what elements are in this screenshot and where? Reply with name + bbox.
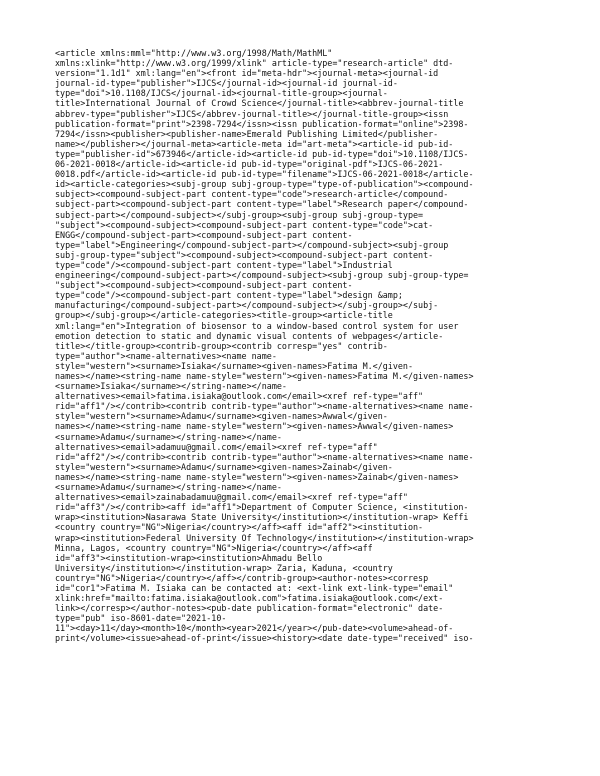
code-line: alternatives><email>zainabadamuu@gmail.com</email><xref ref-type="aff" xyxy=(55,492,408,503)
code-line: names></name><string-name name-style="western"><given-names>Fatima M.</given-names> xyxy=(55,371,474,381)
code-line: rid="aff3"/></contrib><aff id="aff1">Department of Computer Science, <institution- xyxy=(55,502,469,513)
code-line: id><article-categories><subj-group subj-group-type="type-of-publication"><compound- xyxy=(55,179,474,190)
code-line: style="western"><surname>Adamu</surname><given-names>Zainab</given- xyxy=(55,461,393,472)
code-line: 0018.pdf</article-id><article-id pub-id-type="filename">IJCS-06-2021-0018</article- xyxy=(55,169,474,180)
code-line: name></publisher></journal-meta><article-meta id="art-meta"><article-id pub-id- xyxy=(55,138,454,149)
code-line: subject><compound-subject-part content-type="code">research-article</compound- xyxy=(55,189,449,200)
code-line: type="pub" iso-8601-date="2021-10- xyxy=(55,613,227,624)
code-line: group></subj-group></article-categories><title-group><article-title xyxy=(55,310,393,321)
code-line: <surname>Adamu</surname></string-name></name- xyxy=(55,482,282,493)
code-line: <article xmlns:mml="http://www.w3.org/1998/Math/MathML" xyxy=(55,48,333,58)
code-line: style="western"><surname>Isiaka</surname><given-names>Fatima M.</given- xyxy=(55,360,413,371)
code-line: manufacturing</compound-subject-part></compound-subject></subj-group></subj- xyxy=(55,300,439,311)
code-line: link></corresp></author-notes><pub-date publication-format="electronic" date- xyxy=(55,603,444,614)
code-line: title></title-group><contrib-group><contrib corresp="yes" contrib- xyxy=(55,340,388,351)
code-line: alternatives><email>adamuu@gmail.com</email><xref ref-type="aff" xyxy=(55,441,378,452)
code-line: University</institution></institution-wrap> Zaria, Kaduna, <country xyxy=(55,562,393,573)
code-line: <surname>Adamu</surname></string-name></name- xyxy=(55,431,282,442)
code-line: subject-part></compound-subject></subj-group><subj-group subj-group-type= xyxy=(55,209,424,220)
code-line: ENGG</compound-subject-part><compound-subject-part content- xyxy=(55,229,353,240)
code-line: style="western"><surname>Adamu</surname><given-names>Awwal</given- xyxy=(55,411,388,422)
code-line: <surname>Isiaka</surname></string-name></name- xyxy=(55,381,287,392)
code-line: type="label">Engineering</compound-subject-part></compound-subject><subj-group xyxy=(55,239,449,250)
code-line: 7294</issn><publisher><publisher-name>Emerald Publishing Limited</publisher- xyxy=(55,128,439,139)
code-line: type="code"/><compound-subject-part content-type="label">design &amp; xyxy=(55,290,403,301)
code-line: subject-part><compound-subject-part content-type="label">Research paper</compound- xyxy=(55,199,469,210)
code-line: abbrev-type="publisher">IJCS</abbrev-journal-title></journal-title-group><issn xyxy=(55,108,449,119)
code-line: xmlns:xlink="http://www.w3.org/1999/xlink" article-type="research-article" dtd- xyxy=(55,58,454,69)
code-line: id="cor1">Fatima M. Isiaka can be contacted at: <ext-link ext-link-type="email" xyxy=(55,582,454,593)
code-line: 11"><day>11</day><month>10</month><year>2021</year></pub-date><volume>ahead-of- xyxy=(55,623,454,634)
code-line: type="doi">10.1108/IJCS</journal-id><journal-title-group><journal- xyxy=(55,88,388,99)
code-line: <country country="NG">Nigeria</country></aff><aff id="aff2"><institution- xyxy=(55,522,424,533)
code-line: xlink:href="mailto:fatima.isiaka@outlook.com">fatima.isiaka@outlook.com</ext- xyxy=(55,593,444,604)
code-line: names></name><string-name name-style="western"><given-names>Awwal</given-names> xyxy=(55,421,454,432)
code-line: version="1.1d1" xml:lang="en"><front id="meta-hdr"><journal-meta><journal-id xyxy=(55,68,439,79)
code-line: alternatives><email>fatima.isiaka@outlook.com</email><xref ref-type="aff" xyxy=(55,391,424,402)
code-line: rid="aff1"/></contrib><contrib contrib-type="author"><name-alternatives><name name- xyxy=(55,401,474,412)
code-line: type="author"><name-alternatives><name name- xyxy=(55,350,277,361)
code-line: Minna, Lagos, <country country="NG">Nigeria</country></aff><aff xyxy=(55,542,373,553)
code-line: publication-format="print">2398-7294</issn><issn publication-format="online">2398- xyxy=(55,118,469,129)
code-line: id="aff3"><institution-wrap><institution>Ahmadu Bello xyxy=(55,552,323,563)
code-line: country="NG">Nigeria</country></aff></contrib-group><author-notes><corresp xyxy=(55,572,429,583)
xml-source-page xyxy=(55,48,547,764)
code-line: "subject"><compound-subject><compound-subject-part content- xyxy=(55,280,353,291)
code-line: emotion detection to static and dynamic visual contents of webpages</article- xyxy=(55,330,444,341)
code-line: wrap><institution>Nasarawa State University</institution></institution-wrap> Keffi xyxy=(55,512,469,523)
code-line: names></name><string-name name-style="western"><given-names>Zainab</given-names> xyxy=(55,471,459,482)
code-line: xml:lang="en">Integration of biosensor to a window-based control system for user xyxy=(55,320,459,331)
code-line: engineering</compound-subject-part></compound-subject><subj-group subj-group-type= xyxy=(55,270,469,281)
code-line: journal-id-type="publisher">IJCS</journal-id><journal-id journal-id- xyxy=(55,78,398,89)
code-line: title>International Journal of Crowd Science</journal-title><abbrev-journal-title xyxy=(55,98,464,109)
code-line: subj-group-type="subject"><compound-subject><compound-subject-part content- xyxy=(55,249,434,260)
code-line: 06-2021-0018</article-id><article-id pub-id-type="original-pdf">IJCS-06-2021- xyxy=(55,159,444,170)
code-line: rid="aff2"/></contrib><contrib contrib-type="author"><name-alternatives><name name- xyxy=(55,451,474,462)
code-line: wrap><institution>Federal University Of Technology</institution></institution-wrap> xyxy=(55,532,474,543)
code-line: type="code"/><compound-subject-part content-type="label">Industrial xyxy=(55,259,393,270)
code-line: print</volume><issue>ahead-of-print</issue><history><date date-type="received" iso- xyxy=(55,633,474,644)
code-line: type="publisher-id">673946</article-id><article-id pub-id-type="doi">10.1108/IJCS- xyxy=(55,148,469,159)
code-line: "subject"><compound-subject><compound-subject-part content-type="code">cat- xyxy=(55,219,434,230)
